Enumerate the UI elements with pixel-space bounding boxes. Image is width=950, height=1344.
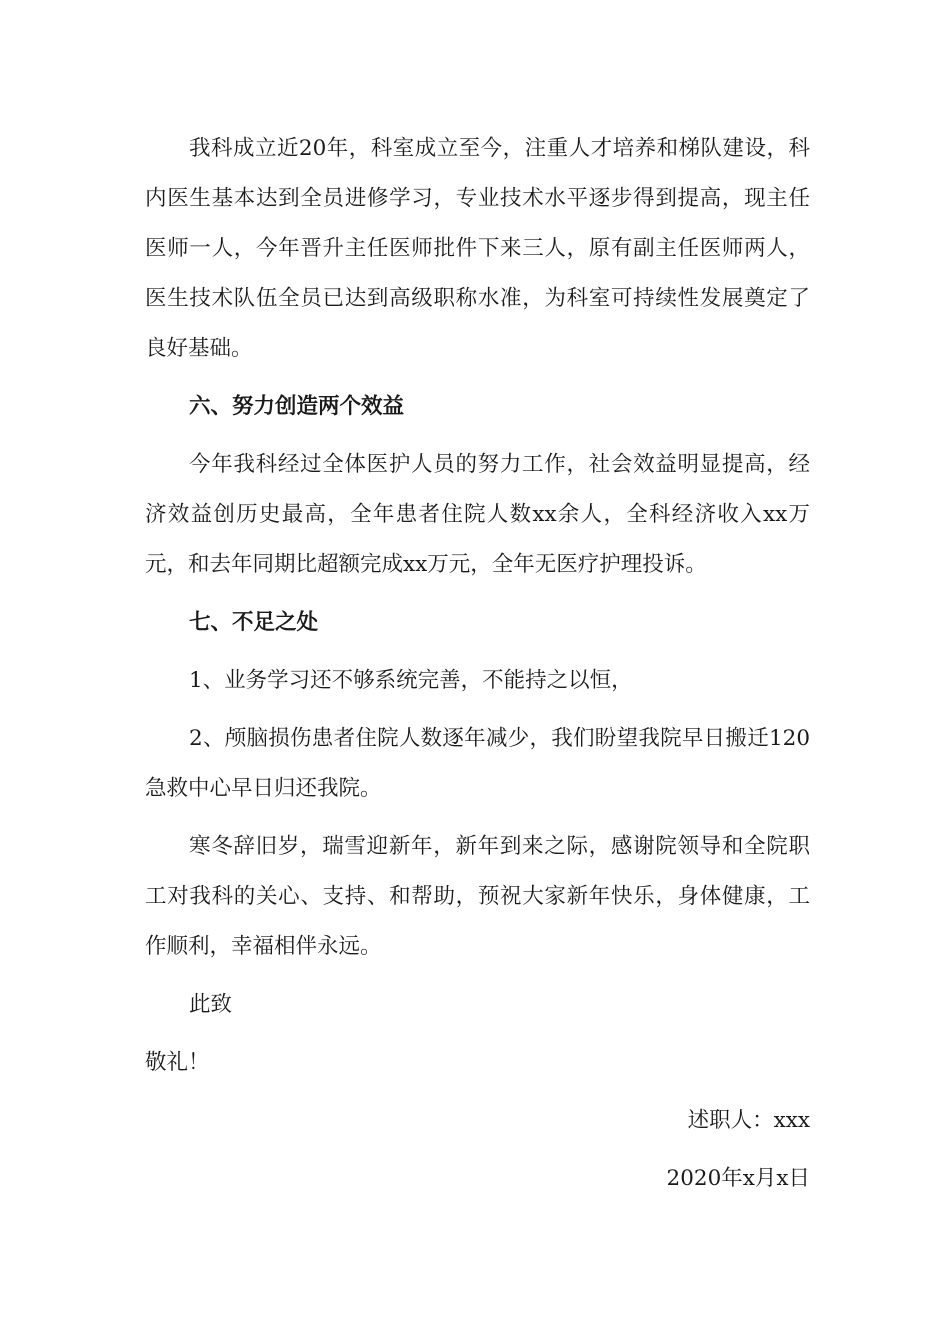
paragraph-shortcoming-1: 1、业务学习还不够系统完善，不能持之以恒， xyxy=(189,668,633,693)
section-heading-benefits: 六、努力创造两个效益 xyxy=(189,394,405,419)
signature-date: 2020年x月x日 xyxy=(666,1166,810,1191)
section-heading-shortcomings: 七、不足之处 xyxy=(189,610,319,635)
signature-reporter: 述职人：xxx xyxy=(687,1108,810,1133)
paragraph-benefits: 今年我科经过全体医护人员的努力工作，社会效益明显提高，经济效益创历史最高，全年患者住院人数xx余人，全科经济收入xx万元，和去年同期比超额完成xx万元，全年无医疗护理投诉。 xyxy=(145,452,810,577)
paragraph-shortcoming-2: 2、颅脑损伤患者住院人数逐年减少，我们盼望我院早日搬迁120急救中心早日归还我院。 xyxy=(145,726,810,801)
closing-salutation: 此致 xyxy=(189,992,233,1017)
paragraph-new-year-greeting: 寒冬辞旧岁，瑞雪迎新年，新年到来之际，感谢院领导和全院职工对我科的关心、支持、和帮助，预祝大家新年快乐，身体健康，工作顺利，幸福相伴永远。 xyxy=(145,834,810,959)
closing-regards: 敬礼！ xyxy=(145,1050,210,1075)
document-body xyxy=(145,124,810,1212)
paragraph-talent-training: 我科成立近20年，科室成立至今，注重人才培养和梯队建设，科内医生基本达到全员进修学习，专业技术水平逐步得到提高，现主任医师一人，今年晋升主任医师批件下来三人，原有副主任医师两人，医生技术队伍全员已达到高级职称水准，为科室可持续性发展奠定了良好基础。 xyxy=(145,136,810,361)
